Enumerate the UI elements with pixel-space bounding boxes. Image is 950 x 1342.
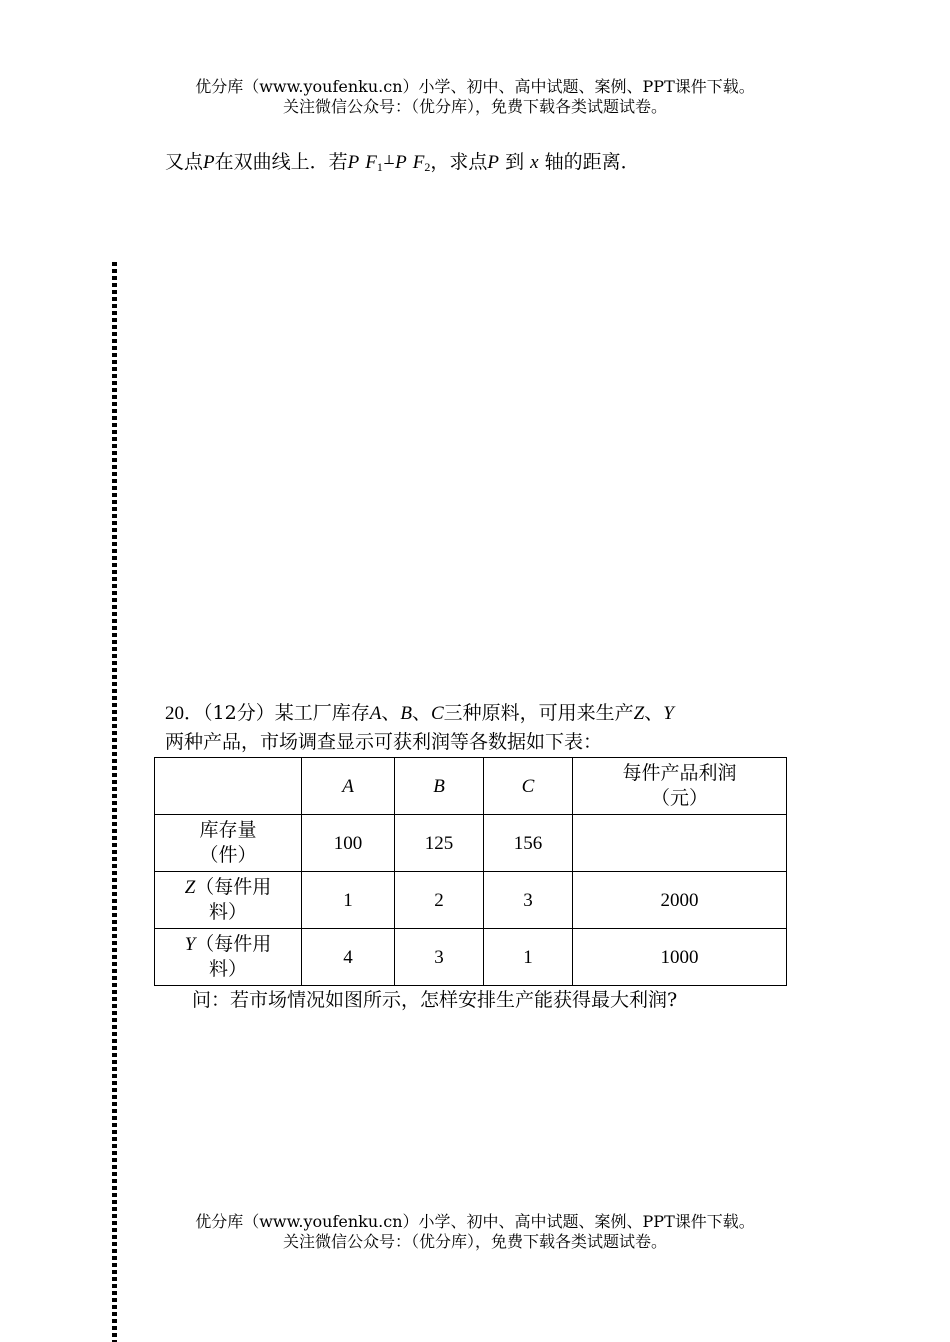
cell-c: 1 [484, 929, 573, 986]
var-p: P [395, 152, 407, 173]
header-cell-a: A [302, 758, 395, 815]
var-y: Y [663, 703, 674, 724]
row-label-prefix: Z [184, 877, 196, 898]
cell-a: 1 [302, 872, 395, 929]
q19-continuation-text [165, 148, 640, 180]
text-segment: 又点 [165, 151, 204, 173]
text-segment: 到 [505, 151, 525, 173]
separator: 、 [411, 702, 431, 724]
row-label-line-2: 料） [208, 901, 247, 923]
q20-stem-line-1 [165, 700, 674, 727]
cell-profit: 1000 [573, 929, 787, 986]
perpendicular-symbol: ⊥ [382, 153, 396, 168]
cell-a: 100 [302, 815, 395, 872]
header-cell-blank [155, 758, 302, 815]
separator: 、 [644, 702, 664, 724]
cell-c: 156 [484, 815, 573, 872]
cell-b: 125 [395, 815, 484, 872]
cell-b: 3 [395, 929, 484, 986]
text-segment: ，求点 [430, 151, 488, 173]
subscript-1: 1 [376, 160, 383, 174]
row-label-line-2: （件） [199, 844, 257, 866]
text-segment: 三种原料，可用来生产 [443, 702, 634, 724]
row-label-prefix: Y [184, 934, 196, 955]
header-profit-line-1: 每件产品利润 [622, 762, 737, 784]
header-line-1: 优分库（www.youfenku.cn）小学、初中、高中试题、案例、PPT课件下载。 [195, 77, 755, 96]
header-cell-profit [573, 758, 787, 815]
var-c: C [430, 703, 444, 724]
subscript-2: 2 [424, 160, 431, 174]
q20-stem-line-2: 两种产品，市场调查显示可获利润等各数据如下表： [165, 731, 603, 753]
question-number: 20． [165, 703, 204, 724]
text-segment: 在双曲线上．若 [214, 151, 348, 173]
cell-b: 2 [395, 872, 484, 929]
header-profit-line-2: （元） [650, 787, 708, 809]
var-x: x [530, 152, 539, 173]
cell-a: 4 [302, 929, 395, 986]
binding-dotted-line [112, 262, 117, 1342]
text-segment: 轴的距离． [544, 151, 640, 173]
table-header-row [155, 758, 787, 815]
header-cell-b: B [395, 758, 484, 815]
var-f: F [365, 152, 377, 173]
table-row [155, 872, 787, 929]
var-f: F [412, 152, 425, 173]
page-footer [0, 1212, 950, 1252]
q20-question: 问：若市场情况如图所示，怎样安排生产能获得最大利润? [192, 989, 678, 1011]
row-label-text: （每件用 [195, 933, 272, 955]
var-a: A [369, 703, 382, 724]
table-row [155, 929, 787, 986]
row-label [155, 872, 302, 929]
var-b: B [400, 703, 412, 724]
row-label-text: （每件用 [195, 876, 272, 898]
data-table [154, 757, 787, 986]
row-label-line-2: 料） [208, 958, 247, 980]
cell-profit: 2000 [573, 872, 787, 929]
var-p: P [487, 152, 500, 173]
page-header [0, 77, 950, 117]
row-label-line-1 [155, 875, 301, 900]
row-label [155, 815, 302, 872]
row-label-line-1 [155, 818, 301, 843]
row-label-line-1 [155, 932, 301, 957]
question-points: （12分） [203, 702, 275, 724]
cell-profit [573, 815, 787, 872]
row-label-text: 库存量 [199, 819, 257, 841]
row-label [155, 929, 302, 986]
cell-c: 3 [484, 872, 573, 929]
var-z: Z [633, 703, 645, 724]
footer-line-2: 关注微信公众号：（优分库），免费下载各类试题试卷。 [282, 1232, 667, 1251]
var-p: P [347, 152, 360, 173]
var-p: P [203, 152, 215, 173]
footer-line-1: 优分库（www.youfenku.cn）小学、初中、高中试题、案例、PPT课件下载。 [195, 1212, 755, 1231]
separator: 、 [381, 702, 401, 724]
header-line-2: 关注微信公众号：（优分库），免费下载各类试题试卷。 [282, 97, 667, 116]
table-row [155, 815, 787, 872]
text-segment: 某工厂库存 [274, 702, 370, 724]
header-cell-c: C [484, 758, 573, 815]
